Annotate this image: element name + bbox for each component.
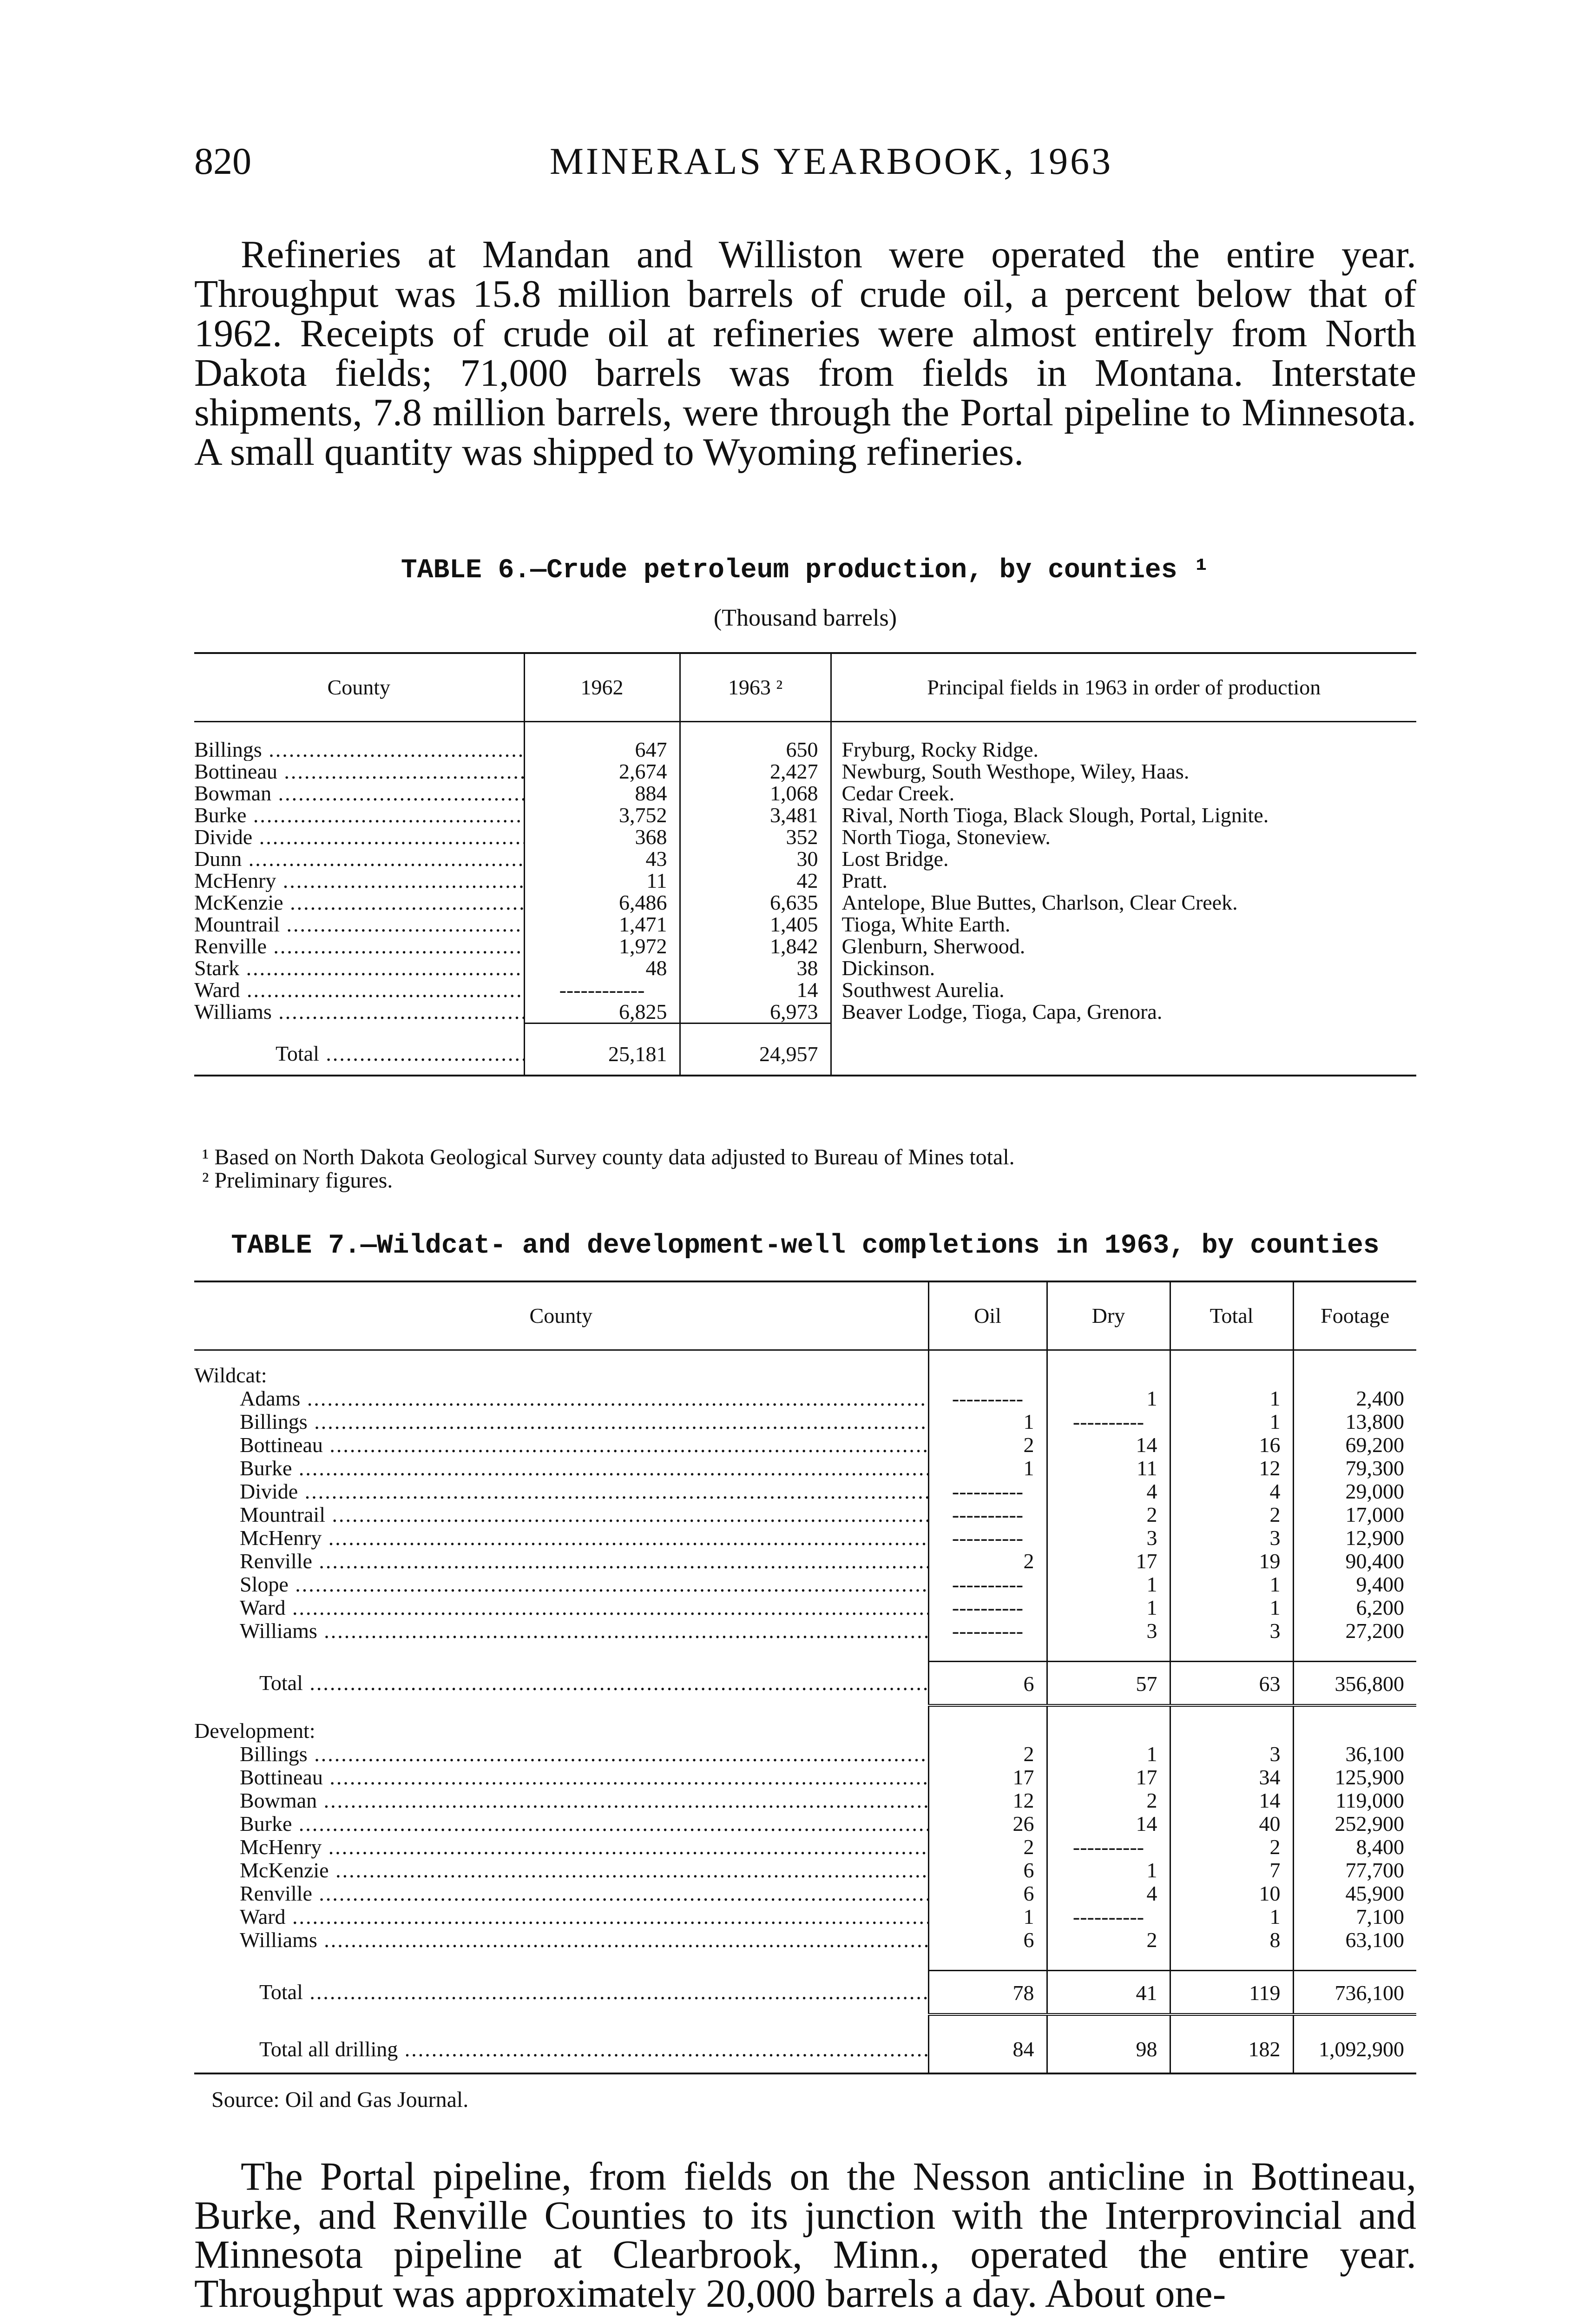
table7-row xyxy=(194,1905,1416,1928)
table7-oil-cell: 26 xyxy=(928,1812,1047,1835)
table7-dry-cell: 1 xyxy=(1047,1859,1170,1882)
table6-1962-cell: 1,972 xyxy=(524,936,680,957)
table7-county-cell: Renville ..... xyxy=(194,1550,928,1573)
table6-county-cell: Billings ..... xyxy=(194,739,524,761)
table7-gap-row-cell xyxy=(194,1952,928,1970)
table7-gap-row-cell xyxy=(928,1643,1047,1661)
table6-row xyxy=(194,870,1416,892)
table7-county-cell: Adams ..... xyxy=(194,1387,928,1410)
table6-1962-cell: 1,471 xyxy=(524,914,680,936)
table7-row xyxy=(194,1743,1416,1766)
table7-footage-cell: 6,200 xyxy=(1356,1596,1404,1619)
table7-gap-row-cell xyxy=(1047,1705,1170,1719)
table6-row xyxy=(194,979,1416,1001)
table6-county-cell: Williams ..... xyxy=(194,1001,524,1023)
table7-total-cell: 3 xyxy=(1170,1619,1293,1643)
closing-paragraph: The Portal pipeline, from fields on the Nesson anticline in Bottineau, Burke, and Renville Counties to its junction with the Interprovincial and Minnesota pipeline at Clearbrook, Minn., operated the entire year. Throughput was approximately 20,000 barrels a day. About one- xyxy=(194,2154,1416,2316)
table6-1963-cell: 1,405 xyxy=(680,914,831,936)
table6-fields-cell: Antelope, Blue Buttes, Charlson, Clear Creek. xyxy=(841,891,1238,914)
table7-dry-cell: 1 xyxy=(1047,1573,1170,1596)
table7-footage-cell: 9,400 xyxy=(1356,1572,1404,1596)
table7-row xyxy=(194,1573,1416,1596)
table7-empty-cell xyxy=(1170,1719,1293,1743)
table7-row xyxy=(194,1619,1416,1643)
table7-oil-cell: 2 xyxy=(928,1550,1047,1573)
table7-gap-row-cell xyxy=(928,1705,1047,1719)
table6-spacer-cell xyxy=(831,721,1416,739)
table7-caption: TABLE 7.—Wildcat- and development-well completions in 1963, by counties xyxy=(231,1231,1380,1261)
table7-footage-cell: 63,100 xyxy=(1345,1928,1404,1952)
table7-dry-cell: ---------- xyxy=(1047,1835,1170,1859)
table6-fields-cell: Fryburg, Rocky Ridge. xyxy=(841,738,1039,761)
table7-gap-row-cell xyxy=(1293,1705,1416,1719)
table7-dry-cell: 4 xyxy=(1047,1882,1170,1905)
table7-gap-row xyxy=(194,2014,1416,2028)
table7-row xyxy=(194,1387,1416,1410)
table7-gap-row-cell xyxy=(194,1643,928,1661)
table7-section-label-row xyxy=(194,1364,1416,1387)
table7-total-cell: 1 xyxy=(1170,1596,1293,1619)
table7-gap-row-cell xyxy=(1047,1643,1170,1661)
table7-wildcat-total-label: Total ..... xyxy=(194,1661,928,1705)
table7-top-gap-row-cell xyxy=(1293,1350,1416,1364)
table7-oil-cell: 6 xyxy=(928,1882,1047,1905)
table7-dry-cell: 3 xyxy=(1047,1619,1170,1643)
table7-grand-total-total: 182 xyxy=(1170,2028,1293,2073)
table7-total-cell: 40 xyxy=(1170,1812,1293,1835)
table7-grand-total-label: Total all drilling ..... xyxy=(194,2028,928,2073)
table6-1963-cell: 14 xyxy=(680,979,831,1001)
table6-county-cell: Ward ..... xyxy=(194,979,524,1001)
table7-gap-row-cell xyxy=(928,2014,1047,2028)
table7-row xyxy=(194,1480,1416,1503)
table6-total-label: Total ..... xyxy=(194,1023,524,1075)
table7-development-total-total: 119 xyxy=(1170,1970,1293,2014)
table7-gap-row-cell xyxy=(1047,2014,1170,2028)
table7-county-cell: Slope ..... xyxy=(194,1573,928,1596)
table7-empty-cell xyxy=(1047,1364,1170,1387)
table6-fields-cell: Glenburn, Sherwood. xyxy=(841,934,1025,958)
table6-col-fields: Principal fields in 1963 in order of production xyxy=(831,654,1416,721)
table7-row xyxy=(194,1550,1416,1573)
table7-development-total-footage: 736,100 xyxy=(1293,1970,1416,2014)
table7-footage-cell: 119,000 xyxy=(1335,1789,1404,1812)
table7-county-cell: Billings ..... xyxy=(194,1410,928,1433)
table6-1962-cell: 6,825 xyxy=(524,1001,680,1023)
table7-row xyxy=(194,1503,1416,1526)
table7-county-cell: Burke ..... xyxy=(194,1457,928,1480)
table7-county-cell: Ward ..... xyxy=(194,1905,928,1928)
table7-row xyxy=(194,1928,1416,1952)
table6-row xyxy=(194,739,1416,761)
table7-row xyxy=(194,1812,1416,1835)
table6-1962-cell: 11 xyxy=(524,870,680,892)
table7-oil-cell: ---------- xyxy=(928,1619,1047,1643)
table7-dry-cell: 17 xyxy=(1047,1550,1170,1573)
table6-1963-cell: 30 xyxy=(680,848,831,870)
table7-dry-cell: 17 xyxy=(1047,1766,1170,1789)
table7-oil-cell: 2 xyxy=(928,1743,1047,1766)
table7-development-total-label: Total ..... xyxy=(194,1970,928,2014)
table6-1962-cell: 6,486 xyxy=(524,892,680,914)
table7-footage-cell: 17,000 xyxy=(1345,1503,1404,1526)
table7-dry-cell: 14 xyxy=(1047,1812,1170,1835)
table7-oil-cell: ---------- xyxy=(928,1596,1047,1619)
table6-row xyxy=(194,1001,1416,1023)
table6-row xyxy=(194,914,1416,936)
table6-1963-cell: 3,481 xyxy=(680,805,831,826)
table6-1963-cell: 1,842 xyxy=(680,936,831,957)
table7-dry-cell: 1 xyxy=(1047,1743,1170,1766)
table7-total-cell: 1 xyxy=(1170,1905,1293,1928)
table7-bottom-rule xyxy=(194,2073,1416,2074)
table6-county-cell: Divide ..... xyxy=(194,826,524,848)
table7-col-footage: Footage xyxy=(1293,1282,1416,1350)
table6-bottom-rule xyxy=(194,1075,1416,1076)
table7-development-total-row xyxy=(194,1970,1416,2014)
table7-gap-row-cell xyxy=(1170,1643,1293,1661)
table6-row xyxy=(194,826,1416,848)
table7-gap-row-cell xyxy=(1170,1952,1293,1970)
table7-empty-cell xyxy=(1293,1364,1416,1387)
table7-dry-cell: 1 xyxy=(1047,1596,1170,1619)
table6-1963-cell: 38 xyxy=(680,957,831,979)
table7-empty-cell xyxy=(1170,1364,1293,1387)
table6-footnote-2: ² Preliminary figures. xyxy=(202,1168,393,1193)
table7-gap-row-cell xyxy=(1293,1643,1416,1661)
table6-fields-cell: Lost Bridge. xyxy=(841,847,949,871)
table6-1963-cell: 650 xyxy=(680,739,831,761)
table7-county-cell: Billings ..... xyxy=(194,1743,928,1766)
table6-county-cell: Renville ..... xyxy=(194,936,524,957)
table7-row xyxy=(194,1789,1416,1812)
table6-spacer-row xyxy=(194,721,1416,739)
table7-top-gap-row-cell xyxy=(194,1350,928,1364)
table7-development-total-dry: 41 xyxy=(1047,1970,1170,2014)
table7-county-cell: Divide ..... xyxy=(194,1480,928,1503)
table6-county-cell: Burke ..... xyxy=(194,805,524,826)
table6-spacer-cell xyxy=(524,721,680,739)
table6-total-1962: 25,181 xyxy=(524,1023,680,1075)
table7-total-cell: 7 xyxy=(1170,1859,1293,1882)
table7-dry-cell: ---------- xyxy=(1047,1410,1170,1433)
table7-footage-cell: 12,900 xyxy=(1345,1526,1404,1550)
table7-row xyxy=(194,1596,1416,1619)
table6-county-cell: McHenry ..... xyxy=(194,870,524,892)
table6-fields-cell: Tioga, White Earth. xyxy=(841,912,1011,936)
closing-paragraph-block xyxy=(194,2154,1416,2316)
table6-total-empty xyxy=(831,1023,1416,1075)
table6-total-1963: 24,957 xyxy=(680,1023,831,1075)
table6-units: (Thousand barrels) xyxy=(713,605,897,631)
table7-oil-cell: ---------- xyxy=(928,1387,1047,1410)
table7-footage-cell: 13,800 xyxy=(1345,1410,1404,1433)
table7-footage-cell: 79,300 xyxy=(1345,1456,1404,1480)
table7-county-cell: Ward ..... xyxy=(194,1596,928,1619)
table7-col-dry: Dry xyxy=(1047,1282,1170,1350)
table7-section-label-row xyxy=(194,1719,1416,1743)
table7-dry-cell: 2 xyxy=(1047,1789,1170,1812)
table7-gap-row-cell xyxy=(194,2014,928,2028)
table7-total-cell: 1 xyxy=(1170,1573,1293,1596)
table6-row xyxy=(194,892,1416,914)
table7-oil-cell: 6 xyxy=(928,1859,1047,1882)
table7-gap-row-cell xyxy=(194,1705,928,1719)
table7-dry-cell: 4 xyxy=(1047,1480,1170,1503)
table7-county-cell: Burke ..... xyxy=(194,1812,928,1835)
table7-total-cell: 3 xyxy=(1170,1526,1293,1550)
table7-county-cell: McHenry ..... xyxy=(194,1835,928,1859)
table6-row xyxy=(194,761,1416,783)
table6-spacer-cell xyxy=(680,721,831,739)
table7-row xyxy=(194,1859,1416,1882)
table7-county-cell: Mountrail ..... xyxy=(194,1503,928,1526)
table7-total-cell: 2 xyxy=(1170,1503,1293,1526)
table7-total-cell: 2 xyxy=(1170,1835,1293,1859)
table7-oil-cell: 1 xyxy=(928,1410,1047,1433)
table7-county-cell: Williams ..... xyxy=(194,1619,928,1643)
table6-fields-cell: Southwest Aurelia. xyxy=(841,978,1005,1002)
table6-total-row xyxy=(194,1023,1416,1075)
table6-1963-cell: 2,427 xyxy=(680,761,831,783)
table7-oil-cell: 1 xyxy=(928,1457,1047,1480)
table7-row xyxy=(194,1457,1416,1480)
table7-wildcat-total-oil: 6 xyxy=(928,1661,1047,1705)
table7-grand-total-row xyxy=(194,2028,1416,2073)
table7-total-cell: 12 xyxy=(1170,1457,1293,1480)
table6-1963-cell: 6,973 xyxy=(680,1001,831,1023)
table7-top-gap-row-cell xyxy=(928,1350,1047,1364)
table7-dry-cell: 2 xyxy=(1047,1503,1170,1526)
table7-top-gap-row-cell xyxy=(1170,1350,1293,1364)
table7-top-gap-row-cell xyxy=(1047,1350,1170,1364)
table7-footage-cell: 36,100 xyxy=(1345,1742,1404,1766)
table7-total-cell: 1 xyxy=(1170,1410,1293,1433)
table7-gap-row-cell xyxy=(1170,2014,1293,2028)
table7-dry-cell: 2 xyxy=(1047,1928,1170,1952)
table7-dry-cell: 11 xyxy=(1047,1457,1170,1480)
table6-fields-cell: Cedar Creek. xyxy=(841,781,955,805)
table7-wildcat-total-row xyxy=(194,1661,1416,1705)
table7-empty-cell xyxy=(928,1719,1047,1743)
table7-gap-row xyxy=(194,1705,1416,1719)
table6-row xyxy=(194,957,1416,979)
table7-gap-row xyxy=(194,1643,1416,1661)
table6-col-county: County xyxy=(194,654,524,721)
table6-col-1963: 1963 ² xyxy=(680,654,831,721)
table7-row xyxy=(194,1526,1416,1550)
table6-caption: TABLE 6.—Crude petroleum production, by counties ¹ xyxy=(401,555,1210,586)
table7-total-cell: 19 xyxy=(1170,1550,1293,1573)
table6-fields-cell: Rival, North Tioga, Black Slough, Portal, Lignite. xyxy=(841,803,1269,827)
table7-wildcat-total-dry: 57 xyxy=(1047,1661,1170,1705)
table7-footage-cell: 7,100 xyxy=(1356,1905,1404,1928)
table6-county-cell: McKenzie ..... xyxy=(194,892,524,914)
table6-row xyxy=(194,848,1416,870)
table7-empty-cell xyxy=(1293,1719,1416,1743)
table7-dry-cell: ---------- xyxy=(1047,1905,1170,1928)
table6-1963-cell: 42 xyxy=(680,870,831,892)
table7-oil-cell: ---------- xyxy=(928,1480,1047,1503)
table6-1962-cell: 884 xyxy=(524,783,680,805)
table7-total-cell: 3 xyxy=(1170,1743,1293,1766)
table7-oil-cell: 2 xyxy=(928,1433,1047,1457)
table6-1963-cell: 1,068 xyxy=(680,783,831,805)
table7-county-cell: Renville ..... xyxy=(194,1882,928,1905)
table7-county-cell: Bottineau ..... xyxy=(194,1766,928,1789)
table7-oil-cell: 12 xyxy=(928,1789,1047,1812)
table7-grand-total-oil: 84 xyxy=(928,2028,1047,2073)
table7-county-cell: McKenzie ..... xyxy=(194,1859,928,1882)
table7-grand-total-footage: 1,092,900 xyxy=(1319,2037,1404,2061)
table7-oil-cell: ---------- xyxy=(928,1526,1047,1550)
table6-col-1962: 1962 xyxy=(524,654,680,721)
table7-gap-row-cell xyxy=(1293,1952,1416,1970)
table7-wildcat-label: Wildcat: xyxy=(194,1364,928,1387)
table7-gap-row xyxy=(194,1952,1416,1970)
table7-total-cell: 34 xyxy=(1170,1766,1293,1789)
table7-footage-cell: 77,700 xyxy=(1345,1858,1404,1882)
table7-total-cell: 10 xyxy=(1170,1882,1293,1905)
table6-county-cell: Stark ..... xyxy=(194,957,524,979)
table7-grand-total-dry: 98 xyxy=(1047,2028,1170,2073)
table7-total-cell: 4 xyxy=(1170,1480,1293,1503)
table6-1962-cell: 368 xyxy=(524,826,680,848)
table7-row xyxy=(194,1433,1416,1457)
table6-spacer-cell xyxy=(194,721,524,739)
running-title: MINERALS YEARBOOK, 1963 xyxy=(550,140,1113,182)
table7-footage-cell: 29,000 xyxy=(1345,1479,1404,1503)
table7-wildcat-total-total: 63 xyxy=(1170,1661,1293,1705)
table6-row xyxy=(194,805,1416,826)
table7-development-total-oil: 78 xyxy=(928,1970,1047,2014)
table7-oil-cell: 2 xyxy=(928,1835,1047,1859)
table6-1962-cell: ------------ xyxy=(524,979,680,1001)
table7-source: Source: Oil and Gas Journal. xyxy=(211,2087,469,2112)
table6-header-row xyxy=(194,654,1416,721)
table6-row xyxy=(194,783,1416,805)
table7-footage-cell: 252,900 xyxy=(1334,1812,1404,1835)
table7-header-row xyxy=(194,1282,1416,1350)
table7-gap-row-cell xyxy=(1170,1705,1293,1719)
table7-county-cell: Bowman ..... xyxy=(194,1789,928,1812)
table6-1963-cell: 352 xyxy=(680,826,831,848)
table7-footage-cell: 125,900 xyxy=(1334,1765,1404,1789)
table6 xyxy=(194,652,1416,1076)
intro-paragraph-block xyxy=(194,235,1416,472)
table6-county-cell: Bottineau ..... xyxy=(194,761,524,783)
intro-paragraph: Refineries at Mandan and Williston were operated the entire year. Throughput was 15.8 million barrels of crude oil, a percent below that of 1962. Receipts of crude oil at refineries were almost entirely from North Dakota fields; 71,000 barrels was from fields in Montana. Interstate shipments, 7.8 million barrels, were through the Portal pipeline to Minnesota. A small quantity was shipped to Wyoming refineries. xyxy=(194,233,1416,474)
table7-empty-cell xyxy=(1047,1719,1170,1743)
table6-1962-cell: 43 xyxy=(524,848,680,870)
table7-row xyxy=(194,1835,1416,1859)
table7-oil-cell: 6 xyxy=(928,1928,1047,1952)
table6-1962-cell: 48 xyxy=(524,957,680,979)
table6-fields-cell: Newburg, South Westhope, Wiley, Haas. xyxy=(841,759,1190,783)
table6-county-cell: Dunn ..... xyxy=(194,848,524,870)
table7-row xyxy=(194,1882,1416,1905)
page-number: 820 xyxy=(194,140,251,182)
table7-footage-cell: 2,400 xyxy=(1356,1386,1404,1410)
table7-total-cell: 16 xyxy=(1170,1433,1293,1457)
table6-fields-cell: North Tioga, Stoneview. xyxy=(841,825,1051,849)
table7-row xyxy=(194,1766,1416,1789)
table7-county-cell: Bottineau ..... xyxy=(194,1433,928,1457)
table7-development-label: Development: xyxy=(194,1719,928,1743)
table7-oil-cell: ---------- xyxy=(928,1503,1047,1526)
table7-col-oil: Oil xyxy=(928,1282,1047,1350)
table7-dry-cell: 14 xyxy=(1047,1433,1170,1457)
table7-total-cell: 1 xyxy=(1170,1387,1293,1410)
table6-1963-cell: 6,635 xyxy=(680,892,831,914)
table7-gap-row-cell xyxy=(928,1952,1047,1970)
table7-top-gap-row xyxy=(194,1350,1416,1364)
table6-county-cell: Bowman ..... xyxy=(194,783,524,805)
table7-footage-cell: 90,400 xyxy=(1345,1549,1404,1573)
table7-oil-cell: ---------- xyxy=(928,1573,1047,1596)
table7-col-county: County xyxy=(194,1282,928,1350)
table6-fields-cell: Dickinson. xyxy=(841,956,935,980)
table7 xyxy=(194,1281,1416,2074)
table7-gap-row-cell xyxy=(1293,2014,1416,2028)
table7-total-cell: 14 xyxy=(1170,1789,1293,1812)
table7-empty-cell xyxy=(928,1364,1047,1387)
table7-row xyxy=(194,1410,1416,1433)
table6-1962-cell: 647 xyxy=(524,739,680,761)
table7-county-cell: Williams ..... xyxy=(194,1928,928,1952)
table7-dry-cell: 3 xyxy=(1047,1526,1170,1550)
table6-county-cell: Mountrail ..... xyxy=(194,914,524,936)
table7-county-cell: McHenry ..... xyxy=(194,1526,928,1550)
table6-row xyxy=(194,936,1416,957)
table7-total-cell: 8 xyxy=(1170,1928,1293,1952)
table6-fields-cell: Pratt. xyxy=(841,869,887,892)
table7-oil-cell: 1 xyxy=(928,1905,1047,1928)
table7-footage-cell: 69,200 xyxy=(1345,1433,1404,1457)
table7-wildcat-total-footage: 356,800 xyxy=(1293,1661,1416,1705)
table7-gap-row-cell xyxy=(1047,1952,1170,1970)
table7-footage-cell: 8,400 xyxy=(1356,1835,1404,1859)
table7-footage-cell: 27,200 xyxy=(1345,1619,1404,1643)
table7-oil-cell: 17 xyxy=(928,1766,1047,1789)
table7-footage-cell: 45,900 xyxy=(1345,1882,1404,1905)
table7-dry-cell: 1 xyxy=(1047,1387,1170,1410)
table6-1962-cell: 3,752 xyxy=(524,805,680,826)
table7-col-total: Total xyxy=(1170,1282,1293,1350)
table6-1962-cell: 2,674 xyxy=(524,761,680,783)
table6-fields-cell: Beaver Lodge, Tioga, Capa, Grenora. xyxy=(841,1000,1163,1023)
table6-footnote-1: ¹ Based on North Dakota Geological Survey county data adjusted to Bureau of Mines total. xyxy=(202,1145,1015,1169)
